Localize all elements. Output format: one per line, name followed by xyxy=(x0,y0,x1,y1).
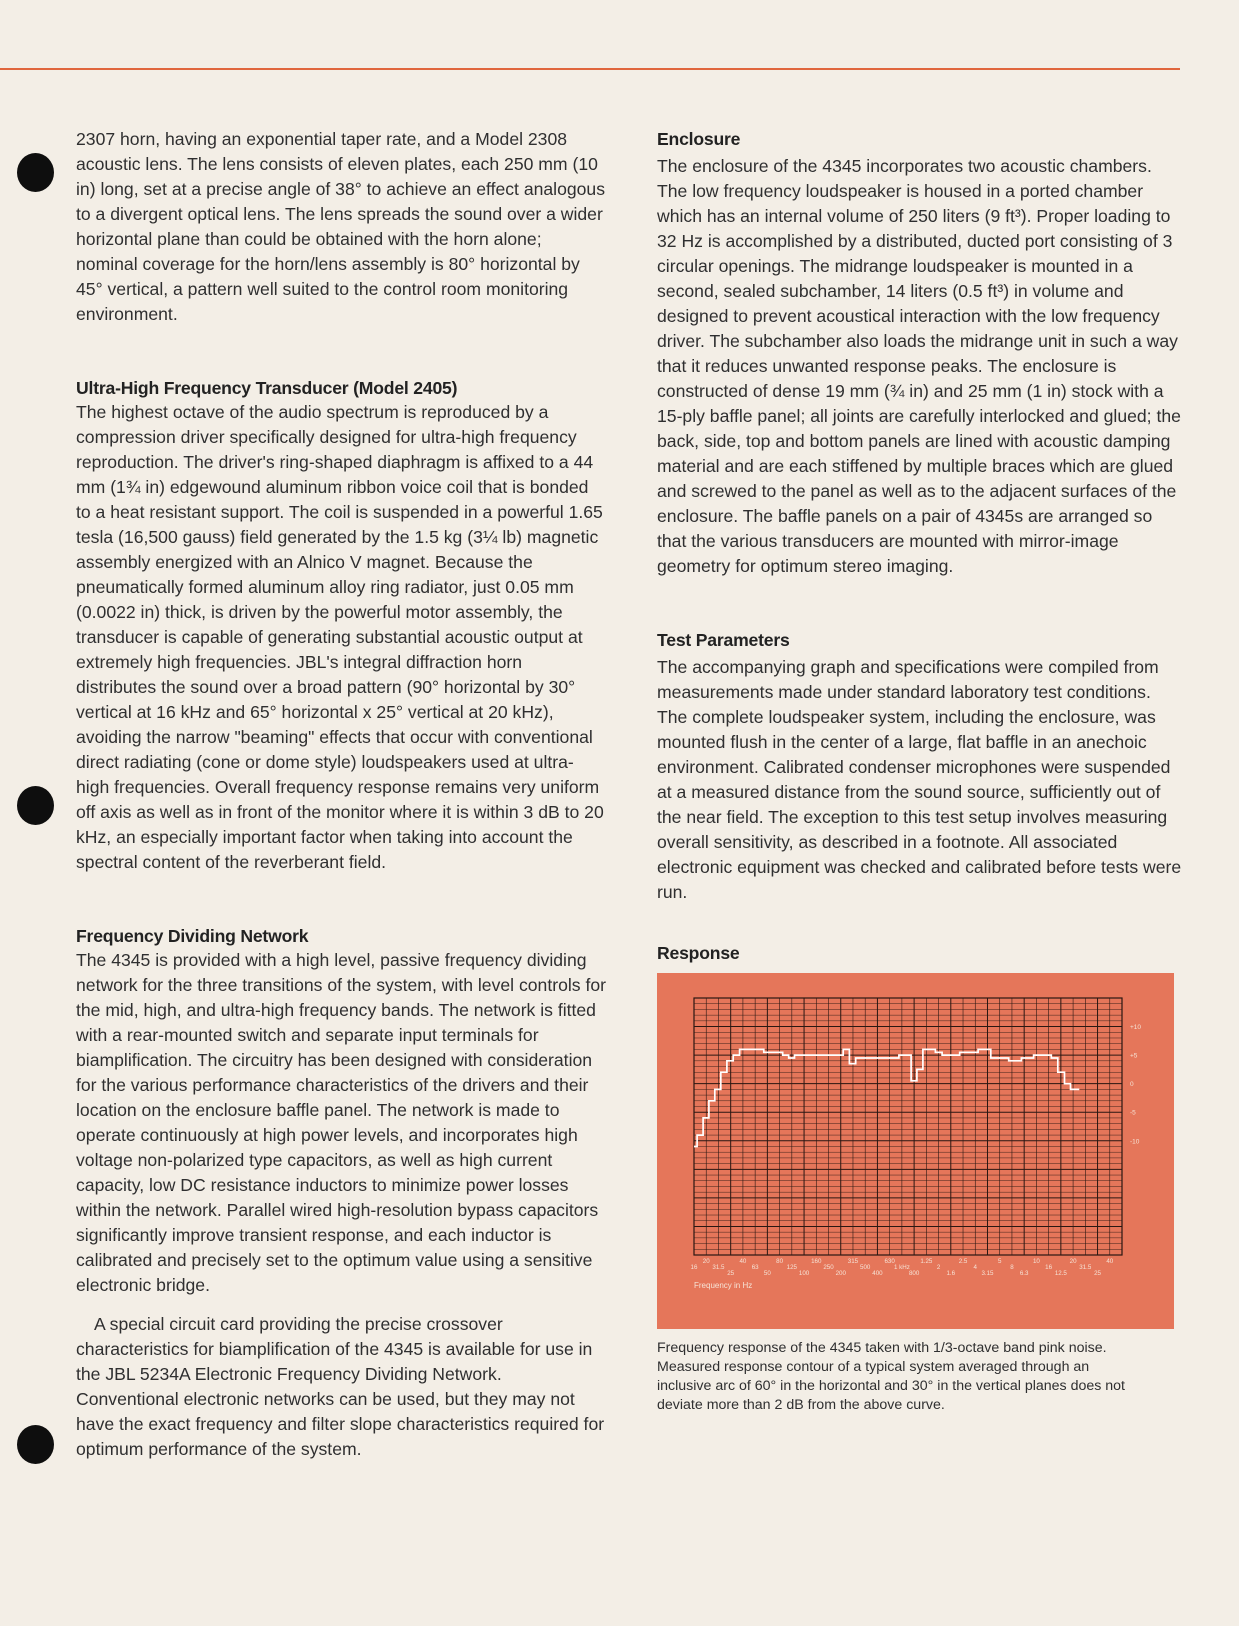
x-tick-label: 31.5 xyxy=(712,1264,725,1271)
x-tick-label: 400 xyxy=(872,1270,883,1277)
response-chart-svg xyxy=(657,973,1174,1329)
top-rule xyxy=(0,68,1180,70)
left-column xyxy=(76,127,606,1462)
x-tick-label: 63 xyxy=(751,1264,759,1271)
x-tick-label: 1.6 xyxy=(946,1270,956,1277)
enclosure-paragraph: The enclosure of the 4345 incorporates two acoustic chambers. The low frequency loudspeaker is housed in a ported chamber which has an internal volume of 250 liters (9 ft³). Proper loading to 32 Hz is accomplished by a distributed, ducted port consisting of 3 circular openings. The midrange loudspeaker is mounted in a second, sealed subchamber, 14 liters (0.5 ft³) in volume and designed to prevent acoustical interaction with the low frequency driver. The subchamber also loads the midrange unit in such a way that it reduces unwanted response peaks. The enclosure is constructed of dense 19 mm (¾ in) and 25 mm (1 in) stock with a 15-ply baffle panel; all joints are carefully interlocked and glued; the back, side, top and bottom panels are lined with acoustic damping material and are each stiffened by multiple braces which are glued and screwed to the panel as well as to the adjacent surfaces of the enclosure. The baffle panels on a pair of 4345s are arranged so that the various transducers are mounted with mirror-image geometry for optimum stereo imaging. xyxy=(657,156,1181,576)
right-column xyxy=(657,127,1182,1415)
x-tick-label: 1.25 xyxy=(920,1258,933,1265)
plot-frame xyxy=(694,998,1122,1255)
x-tick-label: 3.15 xyxy=(981,1270,994,1277)
x-tick-label: 31.5 xyxy=(1079,1264,1092,1271)
test-heading: Test Parameters xyxy=(657,630,790,650)
x-tick-label: 1 kHz xyxy=(893,1264,910,1271)
x-tick-label: 200 xyxy=(835,1270,846,1277)
y-tick-label: -10 xyxy=(1130,1138,1140,1146)
y-tick-label: +5 xyxy=(1130,1052,1138,1060)
uhf-heading: Ultra-High Frequency Transducer (Model 2405) xyxy=(76,378,458,398)
x-tick-label: 100 xyxy=(798,1270,810,1277)
x-tick-label: 25 xyxy=(727,1270,735,1277)
x-tick-label: 315 xyxy=(847,1258,859,1265)
uhf-paragraph: The highest octave of the audio spectrum is reproduced by a compression driver specifically designed for ultra-high frequency reproduction. The driver's ring-shaped diaphragm is affixed to a 44 mm (1¾ in) edgewound aluminum ribbon voice coil that is bonded to a heat resistant support. The coil is suspended in a powerful 1.65 tesla (16,500 gauss) field generated by the 1.5 kg (3¼ lb) magnetic assembly energized with an Alnico V magnet. Because the pneumatically formed aluminum alloy ring radiator, just 0.05 mm (0.0022 in) thick, is driven by the powerful motor assembly, the transducer is capable of generating substantial acoustic output at extremely high frequencies. JBL's integral diffraction horn distributes the sound over a broad pattern (90° horizontal by 30° vertical at 16 kHz and 65° horizontal x 25° vertical at 20 kHz), avoiding the narrow "beaming" effects that occur with conventional direct radiating (cone or dome style) loudspeakers used at ultra-high frequencies. Overall frequency response remains very uniform off axis as well as in front of the monitor where it is within 3 dB to 20 kHz, an especially important factor when taking into account the spectral content of the reverberant field. xyxy=(76,402,604,872)
x-tick-label: 20 xyxy=(702,1258,710,1265)
x-tick-label: 800 xyxy=(908,1270,920,1277)
x-tick-label: 160 xyxy=(811,1258,822,1265)
x-tick-label: 50 xyxy=(763,1270,771,1277)
binder-hole xyxy=(17,786,54,825)
response-chart xyxy=(657,973,1174,1329)
fdn-paragraph: The 4345 is provided with a high level, passive frequency dividing network for the three transitions of the system, with level controls for the mid, high, and ultra-high frequency bands. The network is fitted with a rear-mounted switch and separate input terminals for biamplification. The circuitry has been designed with consideration for the various performance characteristics of the drivers and their location on the enclosure baffle panel. The network is made to operate continuously at high power levels, and incorporates high voltage non-polarized type capacitors, as well as high current capacity, low DC resistance inductors to minimize power losses within the network. Parallel wired high-resolution bypass capacitors significantly improve transient response, and each inductor is calibrated and precisely set to the optimum value using a sensitive electronic bridge. xyxy=(76,950,606,1295)
x-tick-label: 25 xyxy=(1094,1270,1101,1277)
test-paragraph: The accompanying graph and specifications were compiled from measurements made under standard laboratory test conditions. The complete loudspeaker system, including the enclosure, was mounted flush in the center of a large, flat baffle in an anechoic environment. Calibrated condenser microphones were suspended at a measured distance from the sound source, sufficiently out of the near field. The exception to this test setup involves measuring overall sensitivity, as described in a footnote. All associated electronic equipment was checked and calibrated before tests were run. xyxy=(657,657,1182,902)
enclosure-heading: Enclosure xyxy=(657,129,741,149)
binder-hole xyxy=(17,153,54,192)
x-tick-label: 20 xyxy=(1069,1258,1077,1265)
x-tick-label: 125 xyxy=(786,1264,797,1271)
x-tick-label: 250 xyxy=(823,1264,834,1271)
intro-paragraph: 2307 horn, having an exponential taper rate, and a Model 2308 acoustic lens. The lens consists of eleven plates, each 250 mm (10 in) long, set at a precise angle of 38° to achieve an effect analogous to a divergent optical lens. The lens spreads the sound over a wider horizontal plane than could be obtained with the horn alone; nominal coverage for the horn/lens assembly is 80° horizontal by 45° vertical, a pattern well suited to the control room monitoring environment. xyxy=(76,129,606,324)
y-tick-label: -5 xyxy=(1130,1109,1136,1117)
x-tick-label: 16 xyxy=(1045,1264,1053,1271)
x-tick-label: 4 xyxy=(973,1264,977,1271)
response-curve xyxy=(694,1049,1079,1146)
y-tick-label: 0 xyxy=(1130,1081,1134,1089)
response-heading: Response xyxy=(657,943,740,963)
x-tick-label: 2 xyxy=(936,1264,941,1271)
x-tick-label: 40 xyxy=(739,1258,747,1265)
x-tick-label: 80 xyxy=(776,1258,784,1265)
fdn-heading: Frequency Dividing Network xyxy=(76,926,309,946)
x-tick-label: 5 xyxy=(997,1258,1002,1265)
chart-caption: Frequency response of the 4345 taken with 1/3-octave band pink noise. Measured response contour of a typical system averaged through an inclusive arc of 60° in the horizontal and 30° in the vertical planes does not deviate more than 2 dB from the above curve. xyxy=(657,1340,1125,1413)
x-tick-label: 10 xyxy=(1032,1258,1040,1265)
x-tick-label: 8 xyxy=(1010,1264,1014,1271)
x-tick-label: 16 xyxy=(690,1264,698,1271)
x-tick-label: 40 xyxy=(1106,1258,1114,1265)
x-tick-label: 6.3 xyxy=(1019,1270,1029,1277)
x-tick-label: 2.5 xyxy=(958,1258,968,1265)
y-tick-label: +10 xyxy=(1130,1024,1142,1032)
x-tick-label: 500 xyxy=(860,1264,871,1271)
x-tick-label: 630 xyxy=(884,1258,895,1265)
fdn-paragraph-2: A special circuit card providing the precise crossover characteristics for biamplification of the 4345 is available for use in the JBL 5234A Electronic Frequency Dividing Network. Conventional electronic networks can be used, but they may not have the exact frequency and filter slope characteristics required for optimum performance of the system. xyxy=(76,1314,605,1459)
x-tick-label: 12.5 xyxy=(1054,1270,1067,1277)
x-axis-label: Frequency in Hz xyxy=(694,1281,753,1290)
binder-hole xyxy=(17,1425,54,1464)
